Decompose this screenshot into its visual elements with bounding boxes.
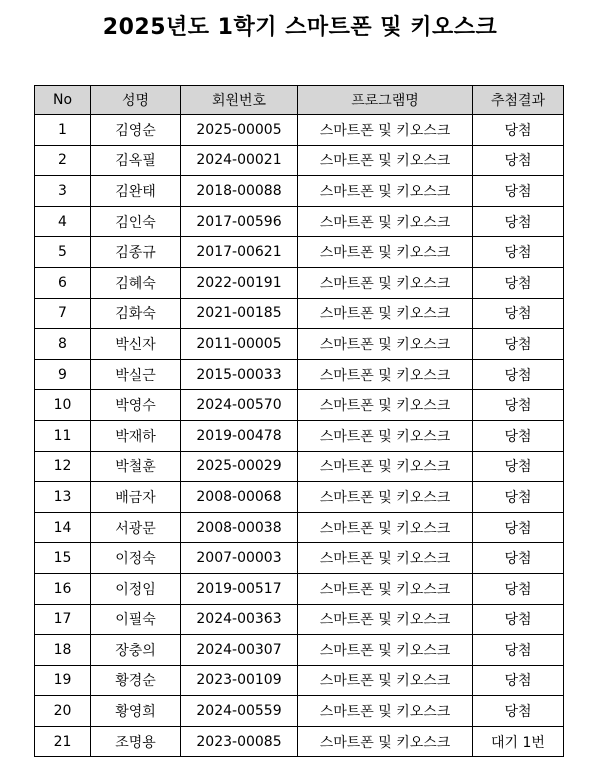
cell-member-id: 2024-00307 [181,635,298,666]
header-name: 성명 [91,86,181,115]
cell-program-name: 스마트폰 및 키오스크 [298,512,473,543]
table-row [35,512,564,543]
cell-member-id: 2022-00191 [181,267,298,298]
cell-program-name: 스마트폰 및 키오스크 [298,237,473,268]
cell-program-name: 스마트폰 및 키오스크 [298,573,473,604]
cell-name: 김완태 [91,176,181,207]
cell-result: 당첨 [473,665,564,696]
cell-no: 6 [35,267,91,298]
cell-program-name: 스마트폰 및 키오스크 [298,726,473,757]
cell-member-id: 2024-00363 [181,604,298,635]
cell-result: 대기 1번 [473,726,564,757]
cell-name: 박철훈 [91,451,181,482]
cell-program-name: 스마트폰 및 키오스크 [298,176,473,207]
cell-result: 당첨 [473,482,564,513]
cell-name: 배금자 [91,482,181,513]
cell-name: 조명용 [91,726,181,757]
cell-no: 5 [35,237,91,268]
cell-no: 21 [35,726,91,757]
cell-no: 17 [35,604,91,635]
cell-result: 당첨 [473,115,564,146]
cell-no: 14 [35,512,91,543]
cell-no: 3 [35,176,91,207]
cell-program-name: 스마트폰 및 키오스크 [298,451,473,482]
cell-no: 2 [35,145,91,176]
table-row [35,267,564,298]
cell-program-name: 스마트폰 및 키오스크 [298,482,473,513]
cell-program-name: 스마트폰 및 키오스크 [298,145,473,176]
cell-program-name: 스마트폰 및 키오스크 [298,665,473,696]
cell-result: 당첨 [473,145,564,176]
table-row [35,390,564,421]
cell-program-name: 스마트폰 및 키오스크 [298,420,473,451]
cell-result: 당첨 [473,329,564,360]
header-no: No [35,86,91,115]
cell-program-name: 스마트폰 및 키오스크 [298,267,473,298]
cell-program-name: 스마트폰 및 키오스크 [298,696,473,727]
cell-result: 당첨 [473,512,564,543]
table-row [35,359,564,390]
table-row [35,451,564,482]
cell-result: 당첨 [473,451,564,482]
cell-program-name: 스마트폰 및 키오스크 [298,604,473,635]
cell-no: 7 [35,298,91,329]
cell-no: 4 [35,206,91,237]
cell-name: 서광문 [91,512,181,543]
cell-member-id: 2023-00085 [181,726,298,757]
lottery-results-table [34,85,564,757]
cell-program-name: 스마트폰 및 키오스크 [298,206,473,237]
cell-member-id: 2025-00029 [181,451,298,482]
cell-name: 박영수 [91,390,181,421]
cell-no: 13 [35,482,91,513]
cell-no: 11 [35,420,91,451]
cell-name: 박신자 [91,329,181,360]
cell-member-id: 2025-00005 [181,115,298,146]
cell-program-name: 스마트폰 및 키오스크 [298,390,473,421]
cell-name: 황경순 [91,665,181,696]
cell-no: 12 [35,451,91,482]
cell-no: 10 [35,390,91,421]
cell-name: 장충의 [91,635,181,666]
cell-member-id: 2011-00005 [181,329,298,360]
cell-name: 김혜숙 [91,267,181,298]
table-body [35,115,564,757]
cell-member-id: 2019-00517 [181,573,298,604]
cell-program-name: 스마트폰 및 키오스크 [298,115,473,146]
table-row [35,726,564,757]
table-row [35,206,564,237]
cell-member-id: 2008-00068 [181,482,298,513]
cell-result: 당첨 [473,298,564,329]
table-row [35,696,564,727]
cell-member-id: 2018-00088 [181,176,298,207]
cell-name: 김옥필 [91,145,181,176]
cell-no: 8 [35,329,91,360]
table-header-row [35,86,564,115]
cell-member-id: 2019-00478 [181,420,298,451]
table-row [35,604,564,635]
cell-member-id: 2017-00596 [181,206,298,237]
cell-name: 박재하 [91,420,181,451]
cell-result: 당첨 [473,267,564,298]
cell-result: 당첨 [473,359,564,390]
cell-member-id: 2024-00570 [181,390,298,421]
table-row [35,145,564,176]
table-row [35,115,564,146]
cell-result: 당첨 [473,573,564,604]
table-row [35,665,564,696]
cell-member-id: 2015-00033 [181,359,298,390]
cell-no: 19 [35,665,91,696]
table-row [35,543,564,574]
cell-result: 당첨 [473,176,564,207]
cell-result: 당첨 [473,696,564,727]
table-row [35,298,564,329]
cell-no: 18 [35,635,91,666]
cell-no: 9 [35,359,91,390]
cell-member-id: 2017-00621 [181,237,298,268]
cell-member-id: 2008-00038 [181,512,298,543]
cell-name: 이정숙 [91,543,181,574]
cell-program-name: 스마트폰 및 키오스크 [298,543,473,574]
page-title: 2025년도 1학기 스마트폰 및 키오스크 [102,15,498,40]
cell-member-id: 2007-00003 [181,543,298,574]
cell-no: 15 [35,543,91,574]
cell-name: 이정임 [91,573,181,604]
cell-name: 황영희 [91,696,181,727]
cell-result: 당첨 [473,206,564,237]
cell-name: 이필숙 [91,604,181,635]
cell-program-name: 스마트폰 및 키오스크 [298,298,473,329]
cell-result: 당첨 [473,420,564,451]
header-program-name: 프로그램명 [298,86,473,115]
cell-no: 16 [35,573,91,604]
table-row [35,329,564,360]
header-result: 추첨결과 [473,86,564,115]
table-row [35,176,564,207]
cell-name: 김종규 [91,237,181,268]
cell-name: 김영순 [91,115,181,146]
table-row [35,635,564,666]
cell-program-name: 스마트폰 및 키오스크 [298,329,473,360]
cell-result: 당첨 [473,635,564,666]
cell-name: 김화숙 [91,298,181,329]
cell-member-id: 2021-00185 [181,298,298,329]
cell-name: 박실근 [91,359,181,390]
table-row [35,237,564,268]
cell-name: 김인숙 [91,206,181,237]
cell-result: 당첨 [473,543,564,574]
table-row [35,573,564,604]
cell-member-id: 2023-00109 [181,665,298,696]
cell-member-id: 2024-00021 [181,145,298,176]
cell-program-name: 스마트폰 및 키오스크 [298,359,473,390]
table-row [35,420,564,451]
cell-result: 당첨 [473,390,564,421]
table-row [35,482,564,513]
cell-result: 당첨 [473,604,564,635]
cell-result: 당첨 [473,237,564,268]
cell-no: 20 [35,696,91,727]
cell-no: 1 [35,115,91,146]
cell-program-name: 스마트폰 및 키오스크 [298,635,473,666]
cell-member-id: 2024-00559 [181,696,298,727]
header-member-id: 회원번호 [181,86,298,115]
